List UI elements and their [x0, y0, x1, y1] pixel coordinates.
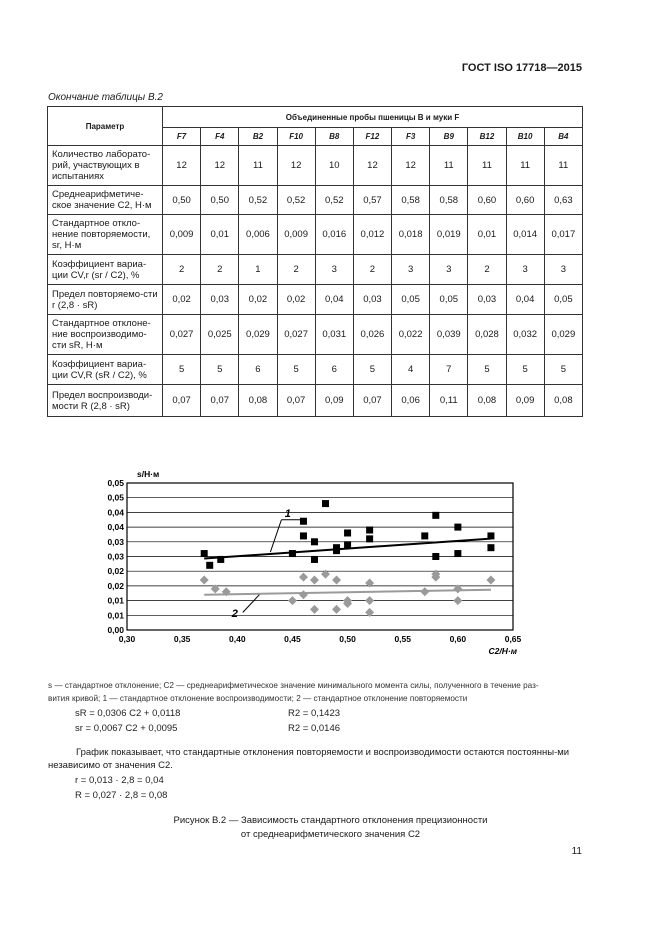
- table-row: [48, 385, 583, 417]
- table-cell: 11: [544, 146, 582, 186]
- table-caption: Окончание таблицы В.2: [48, 92, 163, 103]
- data-point: [344, 541, 351, 548]
- column-header-f7: F7: [163, 128, 201, 146]
- table-cell: 0,039: [430, 315, 468, 355]
- data-point: [344, 529, 351, 536]
- table-cell: 0,05: [392, 285, 430, 315]
- table-cell: 5: [201, 355, 239, 385]
- x-axis-label: C2/Н·м: [488, 646, 517, 656]
- table-cell: 3: [430, 255, 468, 285]
- table-cell: 0,52: [239, 186, 277, 215]
- table-cell: 0,032: [506, 315, 544, 355]
- data-point: [420, 587, 429, 596]
- column-header-f12: F12: [353, 128, 391, 146]
- data-point: [299, 573, 308, 582]
- table-cell: 5: [544, 355, 582, 385]
- table-cell: 3: [544, 255, 582, 285]
- table-cell: 0,027: [163, 315, 201, 355]
- annotation-2: 2: [231, 607, 238, 620]
- table-cell: 0,029: [239, 315, 277, 355]
- row-label: Количество лаборато-рий, участвующих в испытаниях: [48, 146, 163, 186]
- table-cell: 0,01: [468, 215, 506, 255]
- figure-legend: [48, 679, 583, 705]
- table-cell: 0,028: [468, 315, 506, 355]
- y-tick-label: 0,05: [107, 478, 124, 488]
- data-point: [454, 550, 461, 557]
- table-row: [48, 355, 583, 385]
- y-tick-label: 0,04: [107, 522, 124, 533]
- column-header-b4: B4: [544, 128, 582, 146]
- data-point: [311, 556, 318, 563]
- table-cell: 3: [392, 255, 430, 285]
- paragraph: График показывает, что стандартные отклонения повторяемости и воспроизводимости остаются постоянны-ми независимо от значения C2.: [48, 747, 570, 771]
- data-point: [300, 532, 307, 539]
- table-cell: 11: [239, 146, 277, 186]
- table-cell: 0,63: [544, 186, 582, 215]
- table-cell: 0,04: [315, 285, 353, 315]
- data-point: [432, 553, 439, 560]
- table-cell: 0,52: [315, 186, 353, 215]
- table-cell: 0,029: [544, 315, 582, 355]
- data-point: [486, 576, 495, 585]
- row-label: Коэффициент вариа-ции CV,r (sr / C2), %: [48, 255, 163, 285]
- table-cell: 0,09: [506, 385, 544, 417]
- chart-svg: [90, 465, 530, 660]
- data-point: [454, 524, 461, 531]
- table-cell: 0,58: [392, 186, 430, 215]
- table-cell: 0,022: [392, 315, 430, 355]
- table-cell: 0,006: [239, 215, 277, 255]
- table-cell: 0,08: [239, 385, 277, 417]
- table-cell: 3: [315, 255, 353, 285]
- x-tick-label: 0,50: [339, 634, 356, 644]
- column-header-f3: F3: [392, 128, 430, 146]
- table-cell: 0,07: [163, 385, 201, 417]
- table-cell: 12: [277, 146, 315, 186]
- data-point: [299, 590, 308, 599]
- table-cell: 0,01: [201, 215, 239, 255]
- data-point: [432, 512, 439, 519]
- table-cell: 12: [353, 146, 391, 186]
- table-cell: 0,009: [163, 215, 201, 255]
- table-cell: 2: [353, 255, 391, 285]
- data-point: [421, 532, 428, 539]
- table-cell: 0,05: [544, 285, 582, 315]
- table-cell: 5: [277, 355, 315, 385]
- table-cell: 2: [277, 255, 315, 285]
- row-label: Стандартное отклоне-ние воспроизводимо-сти sR, Н·м: [48, 315, 163, 355]
- column-header-b12: B12: [468, 128, 506, 146]
- table-cell: 0,02: [277, 285, 315, 315]
- legend-line-1: s — стандартное отклонение; C2 — среднеарифметическое значение минимального момента силы, полученного в течение раз-: [48, 681, 539, 690]
- data-point: [487, 532, 494, 539]
- x-tick-label: 0,65: [504, 634, 522, 644]
- table-cell: 0,02: [239, 285, 277, 315]
- annotation-leader-1: [270, 520, 281, 552]
- column-header-b10: B10: [506, 128, 544, 146]
- y-tick-label: 0,03: [107, 536, 124, 547]
- column-header-b8: B8: [315, 128, 353, 146]
- y-tick-label: 0,00: [107, 625, 124, 635]
- table-cell: 0,026: [353, 315, 391, 355]
- table-cell: 2: [201, 255, 239, 285]
- table-cell: 0,014: [506, 215, 544, 255]
- table-cell: 0,027: [277, 315, 315, 355]
- row-label: Коэффициент вариа-ции CV,R (sR / C2), %: [48, 355, 163, 385]
- table-cell: 0,016: [315, 215, 353, 255]
- data-point: [366, 527, 373, 534]
- y-tick-label: 0,01: [107, 610, 124, 621]
- data-point: [311, 538, 318, 545]
- table-row: [48, 215, 583, 255]
- data-point: [310, 576, 319, 585]
- table-cell: 0,04: [506, 285, 544, 315]
- table-cell: 3: [506, 255, 544, 285]
- formula-sR: sR = 0,0306 C2 + 0,0118: [75, 708, 181, 719]
- data-point: [201, 550, 208, 557]
- table-cell: 11: [506, 146, 544, 186]
- table-cell: 0,009: [277, 215, 315, 255]
- table-cell: 0,017: [544, 215, 582, 255]
- column-header-f4: F4: [201, 128, 239, 146]
- table-cell: 0,06: [392, 385, 430, 417]
- table-cell: 0,52: [277, 186, 315, 215]
- table-cell: 0,018: [392, 215, 430, 255]
- y-tick-label: 0,02: [107, 566, 124, 577]
- x-tick-label: 0,40: [229, 634, 246, 644]
- precision-chart: [90, 465, 530, 660]
- y-axis-label: s/Н·м: [137, 469, 160, 479]
- data-point: [206, 562, 213, 569]
- table-cell: 0,012: [353, 215, 391, 255]
- standard-header: ГОСТ ISO 17718—2015: [461, 62, 582, 74]
- data-point: [332, 576, 341, 585]
- group-header: Объединенные пробы пшеницы B и муки F: [163, 107, 583, 128]
- table-cell: 10: [315, 146, 353, 186]
- table-row: [48, 285, 583, 315]
- data-point: [365, 596, 374, 605]
- data-point: [366, 535, 373, 542]
- data-point: [332, 605, 341, 614]
- formula-sR-r2: R2 = 0,1423: [288, 708, 341, 719]
- table-cell: 5: [353, 355, 391, 385]
- table-cell: 0,57: [353, 186, 391, 215]
- table-cell: 11: [430, 146, 468, 186]
- table-cell: 0,03: [468, 285, 506, 315]
- data-point: [217, 556, 224, 563]
- data-point: [289, 550, 296, 557]
- table-cell: 0,025: [201, 315, 239, 355]
- legend-line-2: вития кривой; 1 — стандартное отклонение воспроизводимости; 2 — стандартное отклонение повторяемости: [48, 694, 468, 703]
- x-tick-label: 0,60: [449, 634, 467, 644]
- table-cell: 0,03: [353, 285, 391, 315]
- table-cell: 1: [239, 255, 277, 285]
- y-tick-label: 0,03: [107, 551, 124, 562]
- table-cell: 0,09: [315, 385, 353, 417]
- table-cell: 6: [239, 355, 277, 385]
- table-cell: 0,60: [468, 186, 506, 215]
- row-label: Предел воспроизводи-мости R (2,8 · sR): [48, 385, 163, 417]
- annotation-leader-2: [243, 595, 260, 613]
- row-label: Предел повторяемо-сти r (2,8 · sR): [48, 285, 163, 315]
- x-tick-label: 0,30: [118, 634, 136, 644]
- table-cell: 0,11: [430, 385, 468, 417]
- data-point: [487, 544, 494, 551]
- table-cell: 0,019: [430, 215, 468, 255]
- table-cell: 5: [468, 355, 506, 385]
- x-tick-label: 0,55: [394, 634, 411, 644]
- data-point: [310, 605, 319, 614]
- table-cell: 0,05: [430, 285, 468, 315]
- data-point: [200, 576, 209, 585]
- data-point: [333, 547, 340, 554]
- y-tick-label: 0,05: [107, 492, 124, 503]
- row-label: Среднеарифметиче-ское значение C2, Н·м: [48, 186, 163, 215]
- formula-sr-r2: R2 = 0,0146: [288, 723, 341, 734]
- table-cell: 7: [430, 355, 468, 385]
- table-cell: 12: [201, 146, 239, 186]
- table-cell: 2: [163, 255, 201, 285]
- table-cell: 4: [392, 355, 430, 385]
- data-point: [322, 500, 329, 507]
- table-cell: 0,60: [506, 186, 544, 215]
- data-point: [300, 518, 307, 525]
- formula-sr: sr = 0,0067 C2 + 0,0095: [75, 723, 178, 734]
- table-cell: 0,08: [468, 385, 506, 417]
- calc-r: r = 0,013 · 2,8 = 0,04: [75, 775, 164, 786]
- x-tick-label: 0,45: [284, 634, 301, 644]
- table-row: [48, 146, 583, 186]
- calc-R: R = 0,027 · 2,8 = 0,08: [75, 790, 168, 801]
- data-point: [288, 596, 297, 605]
- trend-line-2: [204, 590, 491, 595]
- annotation-1: 1: [284, 507, 291, 520]
- table-cell: 0,58: [430, 186, 468, 215]
- precision-table: [47, 106, 583, 417]
- table-row: [48, 186, 583, 215]
- table-cell: 12: [163, 146, 201, 186]
- y-tick-label: 0,04: [107, 507, 124, 518]
- column-header-b9: B9: [430, 128, 468, 146]
- table-cell: 0,50: [201, 186, 239, 215]
- table-cell: 12: [392, 146, 430, 186]
- table-cell: 0,031: [315, 315, 353, 355]
- table-cell: 5: [163, 355, 201, 385]
- table-cell: 5: [506, 355, 544, 385]
- table-cell: 0,08: [544, 385, 582, 417]
- table-cell: 0,07: [353, 385, 391, 417]
- row-label: Стандартное откло-нение повторяемости, sr, Н·м: [48, 215, 163, 255]
- table-row: [48, 255, 583, 285]
- page-number: 11: [571, 846, 582, 857]
- table-cell: 0,03: [201, 285, 239, 315]
- table-cell: 0,07: [277, 385, 315, 417]
- param-header: Параметр: [48, 107, 163, 146]
- table-cell: 2: [468, 255, 506, 285]
- y-tick-label: 0,01: [107, 595, 124, 606]
- table-cell: 0,02: [163, 285, 201, 315]
- column-header-b2: B2: [239, 128, 277, 146]
- table-cell: 11: [468, 146, 506, 186]
- table-row: [48, 315, 583, 355]
- column-header-f10: F10: [277, 128, 315, 146]
- data-point: [453, 596, 462, 605]
- table-cell: 0,07: [201, 385, 239, 417]
- figure-caption-line-1: Рисунок В.2 — Зависимость стандартного отклонения прецизионности: [173, 815, 488, 826]
- figure-caption-line-2: от среднеарифметического значения C2: [240, 829, 421, 840]
- y-tick-label: 0,02: [107, 580, 124, 591]
- x-tick-label: 0,35: [173, 634, 191, 644]
- table-cell: 6: [315, 355, 353, 385]
- table-cell: 0,50: [163, 186, 201, 215]
